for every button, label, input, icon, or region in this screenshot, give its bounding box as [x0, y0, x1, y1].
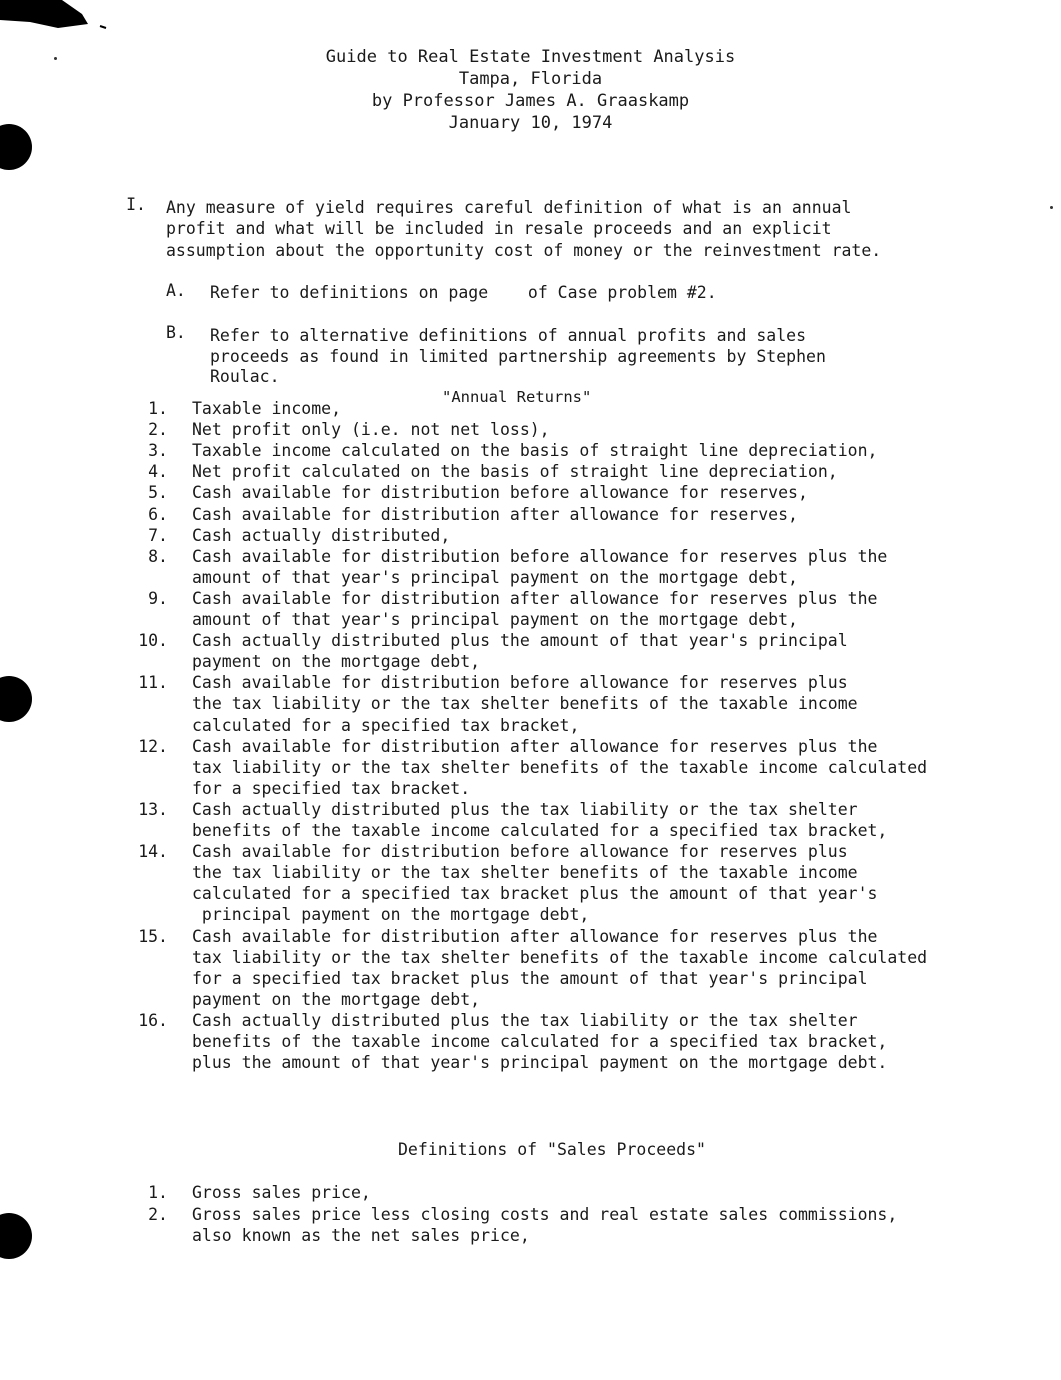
annual-return-item-number: 7.: [148, 525, 168, 545]
item-b-line: Refer to alternative definitions of annual profits and sales: [210, 326, 807, 345]
document-author: by Professor James A. Graaskamp: [371, 91, 690, 111]
annual-return-item-text: plus the amount of that year's principal payment on the mortgage debt.: [192, 1053, 888, 1073]
sales-proceeds-heading: Definitions of "Sales Proceeds": [398, 1140, 706, 1159]
scan-speck: [1050, 206, 1053, 209]
annual-return-item-number: 2.: [148, 420, 168, 440]
annual-return-item-text: Cash available for distribution after allowance for reserves plus the: [192, 588, 878, 608]
annual-return-item-text: Net profit calculated on the basis of straight line depreciation,: [192, 462, 838, 482]
annual-return-item-text: for a specified tax bracket.: [192, 778, 471, 798]
annual-return-item-number: 1.: [148, 399, 168, 418]
section-marker: I.: [126, 195, 146, 214]
annual-return-item-text: Cash available for distribution before allowance for reserves plus the: [192, 546, 888, 566]
annual-return-item-number: 10.: [138, 631, 168, 651]
annual-return-item-text: Cash available for distribution after allowance for reserves,: [192, 504, 798, 524]
sales-proceeds-item-text: also known as the net sales price,: [192, 1226, 530, 1245]
annual-return-item-text: calculated for a specified tax bracket plus the amount of that year's: [192, 884, 878, 904]
annual-return-item-text: amount of that year's principal payment on the mortgage debt,: [192, 610, 798, 629]
annual-return-item-text: Cash available for distribution before allowance for reserves plus: [192, 673, 848, 693]
document-header: [0, 46, 1061, 134]
sales-proceeds-item-text: Gross sales price less closing costs and real estate sales commissions,: [192, 1204, 898, 1224]
annual-return-item-number: 13.: [138, 799, 168, 819]
annual-return-item-text: Cash actually distributed plus the tax liability or the tax shelter: [192, 799, 858, 819]
hole-punch: [0, 1213, 32, 1259]
annual-return-item-number: 9.: [148, 588, 168, 608]
annual-return-item-text: Cash available for distribution before allowance for reserves,: [192, 483, 808, 503]
document-date: January 10, 1974: [448, 113, 613, 133]
annual-return-item-number: 12.: [138, 736, 168, 756]
item-a-marker: A.: [166, 281, 186, 300]
item-b-line: proceeds as found in limited partnership agreements by Stephen: [210, 347, 826, 366]
annual-return-item-number: 3.: [148, 441, 168, 461]
annual-return-item-text: principal payment on the mortgage debt,: [192, 905, 590, 925]
annual-return-item-text: payment on the mortgage debt,: [192, 989, 481, 1009]
annual-return-item-number: 16.: [138, 1010, 168, 1030]
item-b-marker: B.: [166, 323, 186, 342]
annual-return-item-number: 6.: [148, 504, 168, 524]
annual-return-item-text: Cash available for distribution before allowance for reserves plus: [192, 842, 848, 862]
annual-return-item-number: 8.: [148, 546, 168, 566]
sales-proceeds-item-number: 1.: [148, 1183, 168, 1202]
annual-return-item-text: the tax liability or the tax shelter benefits of the taxable income: [192, 863, 858, 883]
scan-corner-mark: [0, 0, 110, 40]
annual-return-item-number: 4.: [148, 462, 168, 482]
section-intro-line: Any measure of yield requires careful definition of what is an annual: [166, 198, 852, 217]
annual-return-item-text: Cash actually distributed,: [192, 525, 451, 545]
annual-return-item-number: 5.: [148, 483, 168, 503]
sales-proceeds-item-text: Gross sales price,: [192, 1183, 371, 1202]
document-location: Tampa, Florida: [458, 69, 603, 89]
annual-return-item-text: Net profit only (i.e. not net loss),: [192, 420, 550, 440]
item-a-text: Refer to definitions on page of Case problem #2.: [210, 283, 717, 302]
annual-return-item-number: 14.: [138, 842, 168, 862]
annual-return-item-text: for a specified tax bracket plus the amount of that year's principal: [192, 968, 868, 988]
document-title: Guide to Real Estate Investment Analysis: [325, 47, 736, 67]
annual-return-item-text: benefits of the taxable income calculated for a specified tax bracket,: [192, 821, 888, 840]
section-intro-line: assumption about the opportunity cost of money or the reinvestment rate.: [166, 241, 882, 260]
annual-return-item-text: Taxable income calculated on the basis of straight line depreciation,: [192, 441, 878, 461]
annual-return-item-text: tax liability or the tax shelter benefits of the taxable income calculated: [192, 757, 928, 777]
annual-return-item-text: Cash actually distributed plus the tax liability or the tax shelter: [192, 1010, 858, 1030]
annual-return-item-text: amount of that year's principal payment on the mortgage debt,: [192, 567, 798, 587]
annual-return-item-text: tax liability or the tax shelter benefits of the taxable income calculated: [192, 947, 928, 967]
annual-returns-heading: "Annual Returns": [442, 388, 592, 406]
item-b-line: Roulac.: [210, 367, 280, 386]
section-intro-line: profit and what will be included in resale proceeds and an explicit: [166, 219, 832, 238]
annual-return-item-text: Taxable income,: [192, 399, 342, 418]
annual-return-item-text: calculated for a specified tax bracket,: [192, 715, 580, 735]
annual-return-item-number: 15.: [138, 926, 168, 946]
annual-return-item-text: Cash actually distributed plus the amount of that year's principal: [192, 631, 848, 651]
hole-punch: [0, 676, 32, 722]
annual-return-item-text: Cash available for distribution after allowance for reserves plus the: [192, 926, 878, 946]
annual-return-item-text: the tax liability or the tax shelter benefits of the taxable income: [192, 694, 858, 714]
annual-return-item-text: payment on the mortgage debt,: [192, 652, 481, 672]
annual-return-item-text: benefits of the taxable income calculated for a specified tax bracket,: [192, 1032, 888, 1051]
annual-return-item-text: Cash available for distribution after allowance for reserves plus the: [192, 736, 878, 756]
annual-return-item-number: 11.: [138, 673, 168, 693]
sales-proceeds-item-number: 2.: [148, 1204, 168, 1224]
